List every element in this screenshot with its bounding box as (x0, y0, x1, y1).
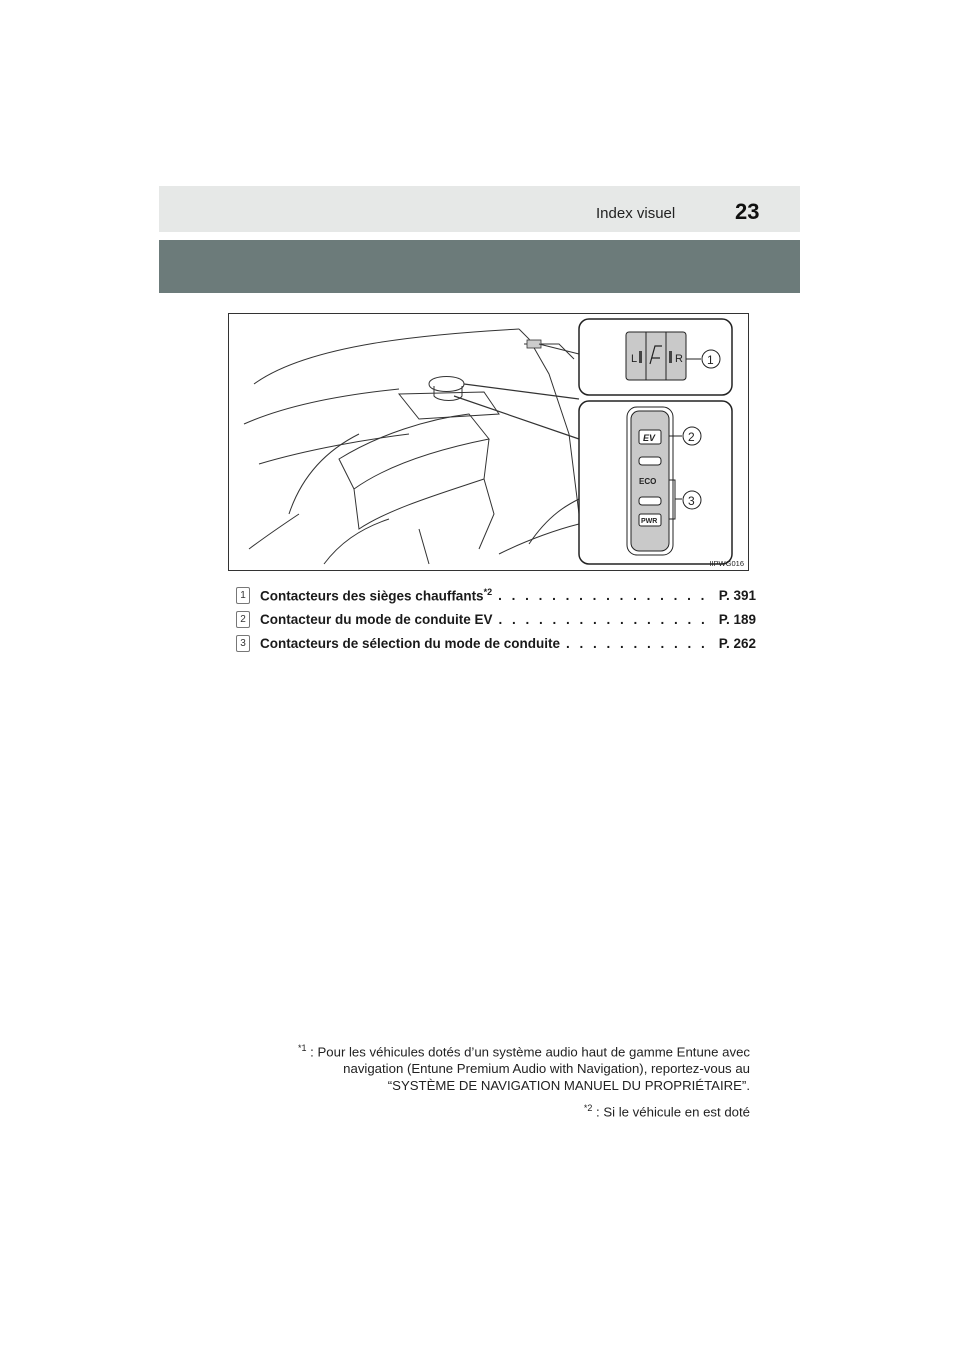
footnote-1-line-2: navigation (Entune Premium Audio with Navigation), reportez-vous au (343, 1061, 750, 1077)
section-band (159, 240, 800, 293)
dash-switch-icon (527, 340, 541, 348)
leader-dots (566, 636, 713, 651)
footnote-ref: *2 (483, 586, 493, 597)
svg-text:1: 1 (707, 353, 714, 367)
seat-outline (254, 329, 519, 384)
figure-code: IIPWG016 (709, 559, 744, 568)
footnote-1-line-3: “SYSTÈME DE NAVIGATION MANUEL DU PROPRIÉTAIRE”. (387, 1078, 750, 1094)
armrest-lid (339, 414, 489, 489)
console-illustration (228, 313, 749, 571)
leader-dots (499, 612, 713, 627)
footnotes (200, 1040, 750, 1121)
item-label: Contacteur du mode de conduite EV (260, 611, 493, 627)
item-number: 3 (236, 635, 250, 652)
section-title: Index visuel (596, 205, 676, 222)
footnote-2: $^{*2}$ : Si le véhicule en est doté (583, 1103, 750, 1120)
page-reference-link[interactable]: P. 262 (718, 635, 756, 651)
seat-left-label: L (631, 353, 638, 365)
svg-text:2: 2 (688, 430, 695, 444)
list-item (236, 583, 756, 607)
list-item (236, 607, 756, 631)
page-reference-link[interactable]: P. 189 (718, 611, 756, 627)
console-drawing (229, 314, 750, 572)
eco-label: ECO (639, 477, 657, 486)
seat-right-label: R (675, 353, 683, 365)
svg-text:PWR: PWR (641, 518, 658, 525)
item-number: 1 (236, 587, 250, 604)
item-number: 2 (236, 611, 250, 628)
item-label: Contacteurs de sélection du mode de conduite (260, 635, 561, 651)
item-label: Contacteurs des sièges chauffants$^{*2}$ (260, 586, 493, 604)
footnote-1-line-1: $^{*1}$ : Pour les véhicules dotés d’un système audio haut de gamme Entune avec (297, 1043, 750, 1060)
list-item (236, 631, 756, 655)
leader-dots (498, 588, 713, 603)
page-reference-link[interactable]: P. 391 (718, 587, 756, 603)
armrest-top (399, 392, 499, 419)
item-list (236, 583, 756, 655)
header-bar (159, 186, 800, 232)
seat-right-indicator-icon (669, 351, 672, 363)
page-number: 23 (735, 199, 760, 224)
svg-text:3: 3 (688, 494, 695, 508)
seat-left-indicator-icon (639, 351, 642, 363)
svg-text:EV: EV (643, 433, 656, 443)
